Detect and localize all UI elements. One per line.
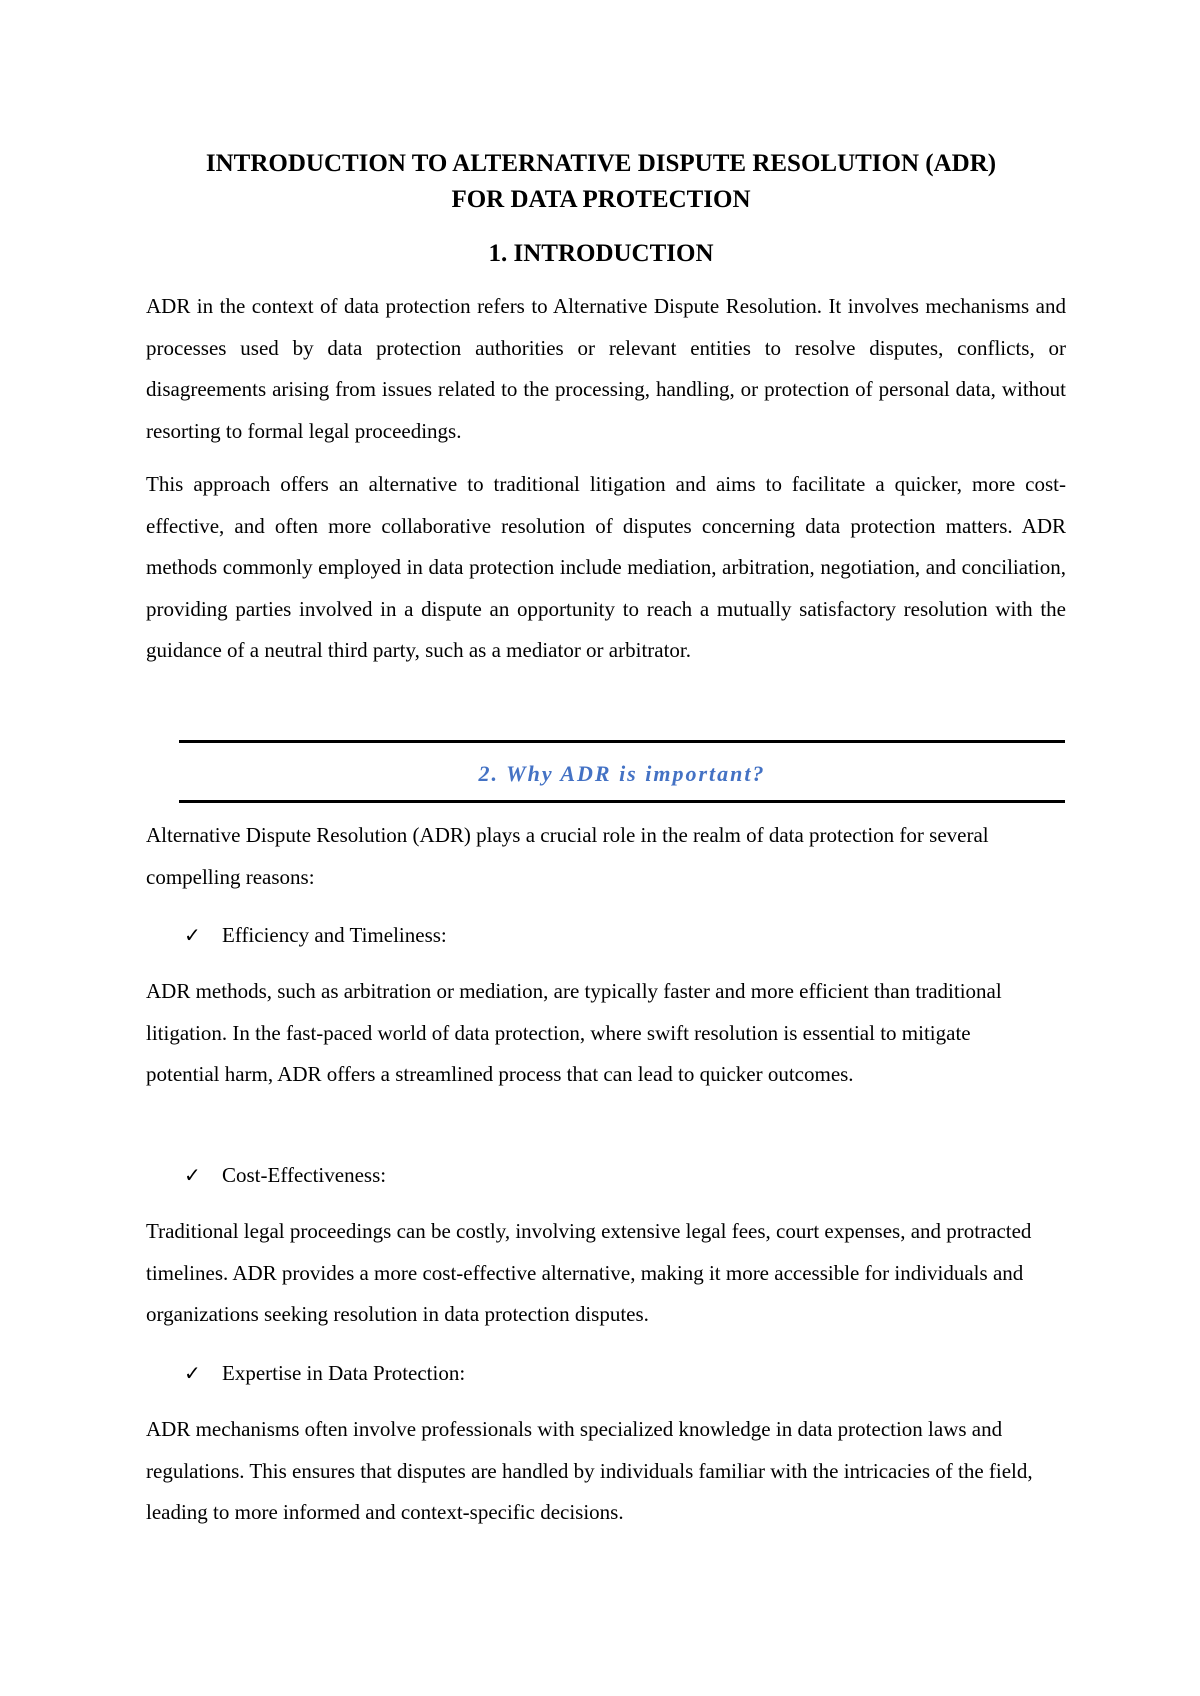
checklist-item-cost (184, 1160, 386, 1190)
checklist-label: Expertise in Data Protection: (222, 1361, 466, 1385)
title-line-2: FOR DATA PROTECTION (451, 186, 751, 213)
section-2-heading: 2. Why ADR is important? (478, 761, 766, 786)
checkmark-icon: ✓ (184, 923, 201, 947)
title-line-1: INTRODUCTION TO ALTERNATIVE DISPUTE RESOLUTION (ADR) (205, 150, 997, 177)
efficiency-paragraph: ADR methods, such as arbitration or mediation, are typically faster and more efficient than traditional litigation. In the fast-paced world of data protection, where swift resolution is essential to mitigate potential harm, ADR offers a streamlined process that can lead to quicker outcomes. (146, 979, 1002, 1086)
section-2-intro: Alternative Dispute Resolution (ADR) plays a crucial role in the realm of data protection for several compelling reasons: (146, 823, 989, 889)
checkmark-icon: ✓ (184, 1361, 201, 1385)
cost-paragraph: Traditional legal proceedings can be costly, involving extensive legal fees, court expenses, and protracted timelines. ADR provides a more cost-effective alternative, making it more accessible for individuals and organizations seeking resolution in data protection disputes. (146, 1219, 1032, 1326)
checklist-label: Efficiency and Timeliness: (222, 923, 447, 947)
section-1-heading: 1. INTRODUCTION (488, 240, 714, 267)
checkmark-icon: ✓ (184, 1163, 201, 1187)
section-2-bottom-rule (179, 800, 1065, 803)
section-1-paragraph-1: ADR in the context of data protection refers to Alternative Dispute Resolution. It involves mechanisms and processes used by data protection authorities or relevant entities to resolve disputes, conflicts, or disagreements arising from issues related to the processing, handling, or protection of personal data, without resorting to formal legal proceedings. (146, 294, 1066, 443)
checklist-item-efficiency (184, 920, 447, 950)
section-1-paragraph-2: This approach offers an alternative to traditional litigation and aims to facilitate a quicker, more cost-effective, and often more collaborative resolution of disputes concerning data protection matters. ADR methods commonly employed in data protection include mediation, arbitration, negotiation, and conciliation, providing parties involved in a dispute an opportunity to reach a mutually satisfactory resolution with the guidance of a neutral third party, such as a mediator or arbitrator. (146, 472, 1066, 662)
section-2-top-rule (179, 740, 1065, 743)
expertise-paragraph: ADR mechanisms often involve professionals with specialized knowledge in data protection laws and regulations. This ensures that disputes are handled by individuals familiar with the intricacies of the field, leading to more informed and context-specific decisions. (146, 1417, 1033, 1524)
document-title (146, 146, 1056, 218)
checklist-label: Cost-Effectiveness: (222, 1163, 387, 1187)
checklist-item-expertise (184, 1358, 465, 1388)
